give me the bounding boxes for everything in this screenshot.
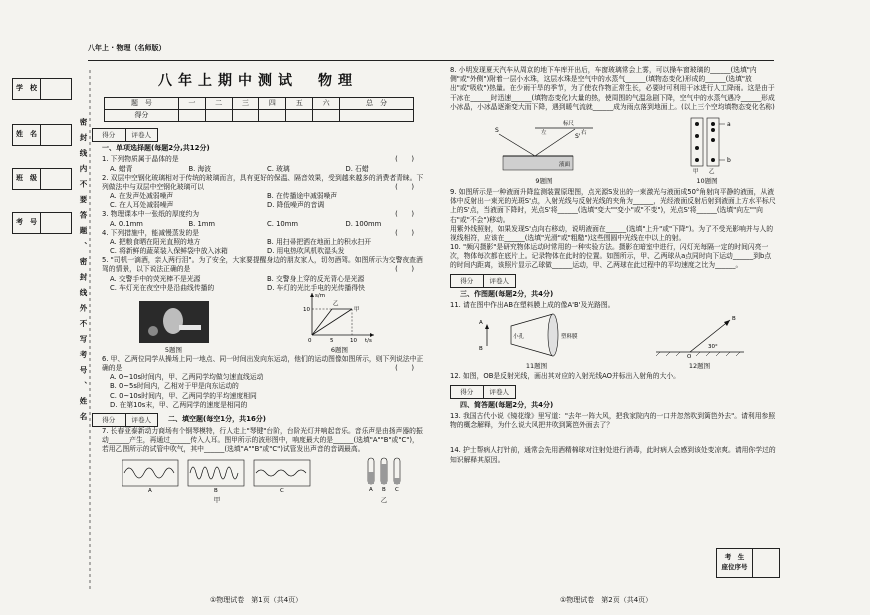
fig12-diagram <box>650 312 750 358</box>
fig6-xlabel: t/s <box>364 337 372 343</box>
fig6-ylabel: s/m <box>314 292 325 299</box>
q4-option-c[interactable]: C. 将新鲜的蔬菜装入保鲜袋中放入冰箱 <box>110 247 228 256</box>
fig7-tubes <box>364 456 404 504</box>
q6-option-a[interactable]: A. 0~10s时间内，甲、乙两同学均做匀速直线运动 <box>110 373 264 382</box>
scorer-score: 得分 <box>451 275 484 287</box>
score-header: 五 <box>286 97 313 109</box>
q6-stem: 6. 甲、乙两位同学从操场上同一地点、同一时间出发向东运动，他们的运动图像如图所示，则下列说法中正确的是 ( ) <box>102 354 424 373</box>
header-rule <box>88 60 774 61</box>
q4-options-2 <box>110 247 424 256</box>
fig11 <box>477 312 597 370</box>
fig6-label-yi: 乙 <box>332 300 339 307</box>
q10-stem: 10. "频闪摄影"是研究物体运动时常用的一种实验方法。摄影在暗室中进行，闪灯光每隔一定的时间闪亮一次，物体每次都在底片上。记录物体在此时的位置。如图所示，甲、乙两球从a点同时向下运动______到b点的时间内距离，该照片显示乙球做______运动，甲、乙两球在此过程中的平均速度之比为______。 <box>450 243 772 270</box>
scorer-box-4 <box>450 385 516 399</box>
fig10 <box>677 116 737 186</box>
fig12-angle: 30° <box>707 344 718 351</box>
scorer-score: 得分 <box>451 386 484 398</box>
fig12-b: B <box>731 316 736 323</box>
footer-page-2: ①物理试卷 第2页（共4页） <box>560 596 653 604</box>
fig7-tube-a: A <box>369 487 373 493</box>
fig7-wave-b: B <box>214 488 218 493</box>
score-row-label: 得分 <box>105 109 179 121</box>
fig11-film: 塑料膜 <box>560 334 578 341</box>
score-cell[interactable] <box>178 109 205 121</box>
scorer-score: 得分 <box>93 129 126 141</box>
scorer-grader: 评卷人 <box>131 415 151 424</box>
number-box <box>12 212 72 234</box>
running-header: 八年上 · 物理（名师版） <box>88 44 166 52</box>
school-label: 学 校 <box>13 79 41 99</box>
fig7-wave-c: C <box>280 488 284 493</box>
left-column <box>92 64 424 505</box>
q2-options-2 <box>110 201 424 210</box>
fig9-left: 左 <box>541 129 547 136</box>
q4-option-d[interactable]: D. 用电热吹风机吹湿头发 <box>267 247 345 256</box>
scorer-grader: 评卷人 <box>489 276 509 285</box>
q5-options <box>110 275 424 284</box>
scorer-box-2 <box>92 413 158 427</box>
score-cell[interactable] <box>340 109 414 121</box>
q3-stem: 3. 物理课本中一张纸的厚度约为 ( ) <box>102 210 414 219</box>
q2-option-b[interactable]: B. 在传播途中减弱噪声 <box>267 192 338 201</box>
right-column <box>450 66 776 465</box>
q3-option-a[interactable]: A. 0.1mm <box>110 219 143 228</box>
q6-option-d[interactable]: D. 在第10s末，甲、乙两同学的速度是相同的 <box>110 400 248 409</box>
score-header: 二 <box>205 97 232 109</box>
fig9-right: 右 <box>581 129 587 136</box>
fig9-ruler: 标尺 <box>563 120 575 127</box>
fig10-jia: 甲 <box>693 168 699 174</box>
seat-number-field[interactable] <box>753 549 779 577</box>
scorer-score: 得分 <box>93 414 126 426</box>
fig6-caption: 6题图 <box>330 346 349 355</box>
q3-option-c[interactable]: C. 10mm <box>267 219 298 228</box>
q3-option-d[interactable]: D. 100mm <box>345 219 382 228</box>
q4-stem: 4. 下列措施中，能减慢蒸发的是 ( ) <box>102 228 414 237</box>
fig7-test-tubes <box>364 456 404 492</box>
section4-title: 四、简答题(每题2分，共4分) <box>460 400 554 409</box>
fig6-xtick-0: 0 <box>307 337 311 343</box>
q5-option-d[interactable]: D. 车灯的光比手电的光传播得快 <box>267 283 365 292</box>
number-label: 考 号 <box>13 213 41 233</box>
class-field[interactable] <box>41 169 71 189</box>
fig5-photo <box>139 301 209 343</box>
fig9-source: S <box>495 126 499 134</box>
seat-number-label: 考 生 座位序号 <box>717 549 753 577</box>
fig6-ytick: 10 <box>302 306 310 313</box>
scorer-grader: 评卷人 <box>489 387 509 396</box>
fig11-b: B <box>478 346 483 353</box>
fig6 <box>302 289 378 355</box>
q9-tail: 用紫外线照射，如果发现S'点向右移动，说明液面在______(选填"上升"或"下降")。为了不受光影响并与人的视线相符，应该在______(选填"光滑"或"粗糙")这些围圆中光线在中以上的射。 <box>450 224 774 242</box>
score-table <box>104 97 414 122</box>
score-cell[interactable] <box>232 109 259 121</box>
class-label: 班 级 <box>13 169 41 189</box>
q5-option-b[interactable]: B. 交警身上穿的反光背心是光源 <box>267 274 365 283</box>
fig9-caption: 9题图 <box>535 177 553 186</box>
q1-option-b[interactable]: B. 海波 <box>188 164 212 173</box>
q14-stem: 14. 护士帮病人打针前，通常会先用酒精棉球对注射处进行消毒，此时病人会感到该处变凉爽。请用你学过的知识解释其原因。 <box>450 446 776 464</box>
fig6-label-jia: 甲 <box>353 306 360 313</box>
fig12 <box>650 312 750 370</box>
number-field[interactable] <box>41 213 71 233</box>
q4-option-b[interactable]: B. 用扫帚把洒在地面上的积水扫开 <box>267 237 372 246</box>
score-header: 四 <box>259 97 286 109</box>
fig6-xtick-5: 5 <box>329 337 333 343</box>
fig9-spot: S' <box>575 132 581 140</box>
q5-stem: 5. "司机一滴酒，亲人两行泪"。为了安全，大家要提醒身边的朋友家人，切勿酒驾。如图所示为交警夜查酒驾的情景，以下说法正确的是 ( ) <box>102 256 423 274</box>
q4-options <box>110 238 424 247</box>
q13-stem: 13. 我国古代小说《镜花缘》里写道："去年一阵大风，把我家院内的一口井忽然吹到篱笆外去"。请利用参照物的概念解释，为什么说大风把井吹到篱笆外面去了？ <box>450 412 776 430</box>
fig10-b: b <box>727 156 731 164</box>
fig12-o: O <box>686 354 691 359</box>
q3-option-b[interactable]: B. 1mm <box>188 219 216 228</box>
fig9-diagram <box>489 118 599 174</box>
q2-option-a[interactable]: A. 在发声处减弱噪声 <box>110 192 174 201</box>
fig5 <box>139 301 209 355</box>
fig9-liquid: 液面 <box>559 161 571 168</box>
q7-stem: 7. 长春亚泰新动力商场有个钢琴模特，行人走上"琴键"台阶，台阶光灯并响起音乐。音乐声是由扬声器的振动______产生，再通过______传入人耳。图甲所示的波形图中，响度最大的是______(选填"A""B"或"C")，若用乙图所示的试管中吹气，其中______(选填"A""B"或"C")试管发出声音的音调最高。 <box>102 426 423 454</box>
score-header: 总 分 <box>340 97 414 109</box>
q3-options <box>110 220 424 229</box>
fig6-graph <box>302 289 378 343</box>
seat-number-box <box>716 548 780 578</box>
q5-option-a[interactable]: A. 交警手中的荧光棒不是光源 <box>110 274 201 283</box>
fig6-line-jia <box>312 309 352 335</box>
score-cell[interactable] <box>205 109 232 121</box>
score-header: 三 <box>232 97 259 109</box>
q12-stem: 12. 如图，OB是反射光线，画出其对应的入射光线AO并标出入射角的大小。 <box>450 372 680 381</box>
fig7-tube-c: C <box>395 487 399 493</box>
fig10-yi: 乙 <box>709 168 715 174</box>
section2-title: 二、填空题(每空1分，共16分) <box>168 415 267 424</box>
score-cell[interactable] <box>286 109 313 121</box>
q2-option-d[interactable]: D. 降低噪声的音调 <box>267 201 325 210</box>
section3-title: 三、作图题(每题2分，共4分) <box>460 289 554 298</box>
q2-option-c[interactable]: C. 在人耳处减弱噪声 <box>110 201 174 210</box>
class-box <box>12 168 72 190</box>
q13-answer-space[interactable] <box>450 430 776 446</box>
fig10-diagram <box>677 116 737 174</box>
q6-option-b[interactable]: B. 0~5s时间内，乙相对于甲是向东运动的 <box>110 382 239 391</box>
fig11-hole: 小孔 <box>512 334 524 341</box>
fig5-caption: 5题图 <box>164 346 183 355</box>
fig10-caption: 10题图 <box>696 177 718 186</box>
fig7-caption-jia: 甲 <box>213 495 221 504</box>
q11-stem: 11. 请在图中作出AB在塑料膜上成的像A'B'及光路图。 <box>450 301 615 310</box>
score-header: 题 号 <box>105 97 179 109</box>
q1-stem: 1. 下列物质属于晶体的是 ( ) <box>102 155 414 164</box>
fig12-caption: 12题图 <box>688 361 711 370</box>
fig7-wave-a: A <box>148 488 152 493</box>
fig7-wave-graphs <box>122 458 312 492</box>
q1-option-c[interactable]: C. 玻璃 <box>267 164 290 173</box>
name-box <box>12 124 72 146</box>
school-box <box>12 78 72 100</box>
scorer-grader: 评卷人 <box>131 130 151 139</box>
score-cell[interactable] <box>259 109 286 121</box>
fig6-xtick-10: 10 <box>349 337 357 343</box>
score-cell[interactable] <box>313 109 340 121</box>
q6-option-c[interactable]: C. 0~10s时间内，甲、乙两同学的平均速度相同 <box>110 391 257 400</box>
q1-option-d[interactable]: D. 石蜡 <box>345 164 369 173</box>
score-header: 一 <box>178 97 205 109</box>
fig7-caption-yi: 乙 <box>380 495 388 504</box>
score-header: 六 <box>313 97 340 109</box>
seal-line-text: 密封线内不要答题、密封线外不写考号、姓名 <box>79 118 88 428</box>
fig7-tube-b: B <box>382 487 386 493</box>
q1-option-a[interactable]: A. 蜡青 <box>110 164 133 173</box>
school-field[interactable] <box>41 79 71 99</box>
q4-option-a[interactable]: A. 把粮食晒在阳光直照的地方 <box>110 237 201 246</box>
name-field[interactable] <box>41 125 71 145</box>
q1-options <box>110 165 424 174</box>
fig11-diagram <box>477 312 597 358</box>
q2-stem: 2. 双层中空钢化玻璃相对于传统的玻璃而言，具有更好的保温、隔音效果，受到越来越多的消费者青睐。下列做法中与双层中空钢化玻璃可以 ( ) <box>102 173 424 191</box>
fig6-line-yi-rise <box>312 309 332 335</box>
scorer-box-3 <box>450 274 516 288</box>
scorer-box <box>92 128 158 142</box>
fig11-a: A <box>478 320 483 327</box>
q5-option-c[interactable]: C. 车灯光在夜空中是沿曲线传播的 <box>110 283 215 292</box>
section1-title: 一、单项选择题(每题2分,共12分) <box>102 143 210 152</box>
q9-stem: 9. 如图所示是一种液面升降监测装置原理图，点光源S发出的一束激光与液面成50°角射向平静的液面，从液体中反射出一束光的光斑S'点，入射光线与反射光线的夹角为______，光经液面反射后射到液面上方水平标尺上的S'点，当液面下降时，光点S'将______(选填"变大""变小"或"不变")，光点S'将______(选填"向左""向右"或"不会")移动。 <box>450 188 776 224</box>
q2-options <box>110 192 424 201</box>
fig10-a: a <box>727 120 731 128</box>
fig7-waves <box>122 458 312 504</box>
footer-page-1: ①物理试卷 第1页（共4页） <box>210 596 303 604</box>
fig9 <box>489 118 599 186</box>
fig11-caption: 11题图 <box>525 361 548 370</box>
name-label: 姓 名 <box>13 125 41 145</box>
q8-stem: 8. 小明发现夏天汽车从周京的地下车库开出后，车窗玻璃常会上雾，可以操车窗玻璃的______(选填"内侧"或"外侧")附着一层小水珠，这层水珠是空气中的水蒸气______(填物态变化)形成的______(选填"放出"或"吸收")热量。在少雨干旱的季节，为了使农作物正常生长，必要时可利用干冰进行人工降雨。这是由于干冰在______时迅速______(填物态变化)大量的热，使周围的气温急剧下降，空气中的水蒸气遇冷______形成小冰晶，小冰晶逐渐变大而下降，遇到暖气流就______成为雨点落到地面上。(以上三个空均填物态变化名称) <box>450 66 775 111</box>
exam-title: 八年上期中测试 物理 <box>158 73 358 89</box>
